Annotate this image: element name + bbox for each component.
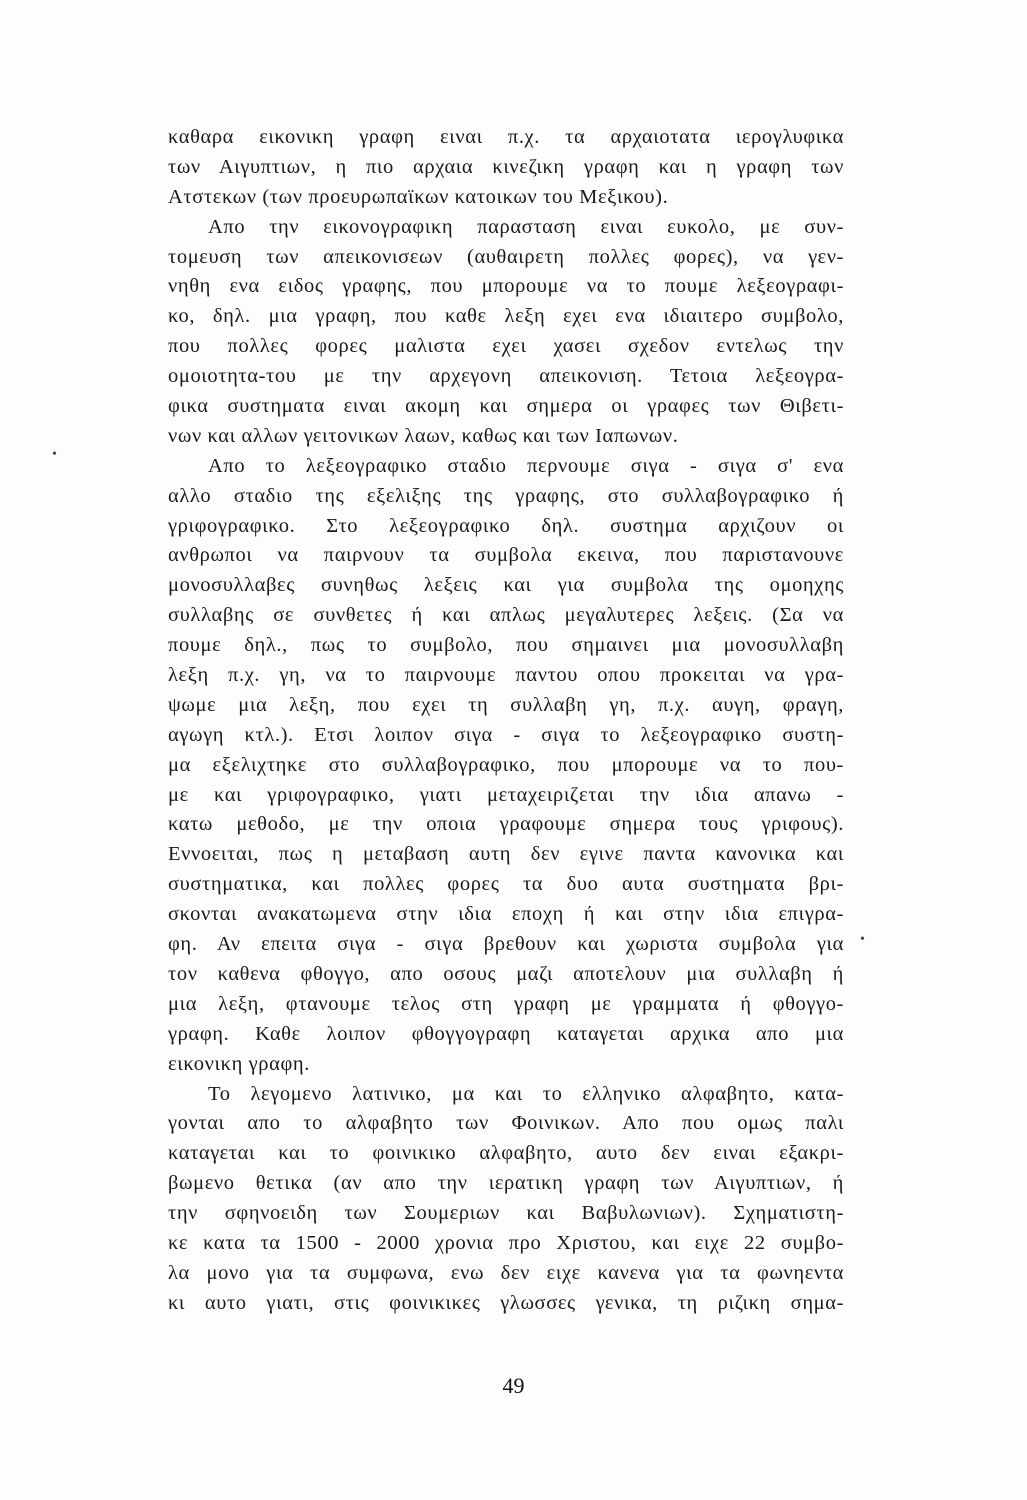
text-line: γονται απο το αλφαβητο των Φοινικων. Απο που ομως παλι (168, 1112, 844, 1135)
text-line: την σφηνοειδη των Σουμεριων και Βαβυλωνιων). Σχηματιστη- (168, 1202, 844, 1225)
text-line: φικα συστηματα ειναι ακομη και σημερα οι γραφες των Θιβετι- (168, 395, 844, 418)
text-line: καταγεται και το φοινικικο αλφαβητο, αυτο δεν ειναι εξακρι- (168, 1142, 844, 1165)
text-line: μια λεξη, φτανουμε τελος στη γραφη με γραμματα ή φθογγο- (168, 992, 844, 1015)
text-line: φη. Αν επειτα σιγα - σιγα βρεθουν και χωριστα συμβολα για (168, 933, 844, 956)
text-line: συλλαβης σε συνθετες ή και απλως μεγαλυτερες λεξεις. (Σα να (168, 604, 844, 627)
text-line: τον καθενα φθογγο, απο οσους μαζι αποτελουν μια συλλαβη ή (168, 962, 844, 985)
text-line: λα μονο για τα συμφωνα, ενω δεν ειχε κανενα για τα φωνηεντα (168, 1261, 844, 1284)
text-line: κατω μεθοδο, με την οποια γραφουμε σημερα τους γριφους). (168, 813, 844, 836)
text-line: γραφη. Καθε λοιπον φθογγογραφη καταγεται αρχικα απο μια (168, 1022, 844, 1045)
text-line: σκονται ανακατωμενα στην ιδια εποχη ή και στην ιδια επιγρα- (168, 903, 844, 926)
text-line: ομοιοτητα-του με την αρχεγονη απεικονιση. Τετοια λεξεογρα- (168, 365, 844, 388)
text-line: κι αυτο γιατι, στις φοινικικες γλωσσες γενικα, τη ριζικη σημα- (168, 1291, 844, 1314)
text-line: εικονικη γραφη. (168, 1052, 310, 1075)
text-line: αλλο σταδιο της εξελιξης της γραφης, στο συλλαβογραφικο ή (168, 484, 844, 507)
text-line: των Αιγυπτιων, η πιο αρχαια κινεζικη γραφη και η γραφη των (168, 155, 844, 178)
margin-dot: • (860, 932, 865, 947)
text-line: που πολλες φορες μαλιστα εχει χασει σχεδον εντελως την (168, 335, 844, 358)
text-line: νων και αλλων γειτονικων λαων, καθως και των Ιαπωνων. (168, 424, 679, 447)
text-line: μονοσυλλαβες συνηθως λεξεις και για συμβολα της ομοηχης (168, 574, 844, 597)
page-number: 49 (502, 1373, 525, 1398)
text-line: Ατστεκων (των προευρωπαϊκων κατοικων του Μεξικου). (168, 185, 669, 208)
text-line: τομευση των απεικονισεων (αυθαιρετη πολλες φορες), να γεν- (168, 245, 844, 268)
text-line: Εννοειται, πως η μεταβαση αυτη δεν εγινε παντα κανονικα και (168, 843, 844, 866)
text-line: νηθη ενα ειδος γραφης, που μπορουμε να το πουμε λεξεογραφι- (168, 275, 844, 298)
text-line: αγωγη κτλ.). Ετσι λοιπον σιγα - σιγα το λεξεογραφικο συστη- (168, 723, 844, 746)
text-line: με και γριφογραφικο, γιατι μεταχειριζεται την ιδια απανω - (168, 783, 844, 806)
text-line: Απο την εικονογραφικη παρασταση ειναι ευκολο, με συν- (208, 215, 844, 238)
text-line: πουμε δηλ., πως το συμβολο, που σημαινει μια μονοσυλλαβη (168, 634, 844, 657)
text-line: συστηματικα, και πολλες φορες τα δυο αυτα συστηματα βρι- (168, 873, 844, 896)
text-line: μα εξελιχτηκε στο συλλαβογραφικο, που μπορουμε να το που- (168, 753, 844, 776)
text-line: Απο το λεξεογραφικο σταδιο περνουμε σιγα - σιγα σ' ενα (208, 454, 844, 477)
text-line: κο, δηλ. μια γραφη, που καθε λεξη εχει ενα ιδιαιτερο συμβολο, (168, 305, 844, 328)
text-line: ανθρωποι να παιρνουν τα συμβολα εκεινα, που παριστανουνε (168, 544, 844, 567)
text-line: ψωμε μια λεξη, που εχει τη συλλαβη γη, π.χ. αυγη, φραγη, (168, 693, 844, 716)
text-line: γριφογραφικο. Στο λεξεογραφικο δηλ. συστημα αρχιζουν οι (168, 514, 844, 537)
text-line: Το λεγομενο λατινικο, μα και το ελληνικο αλφαβητο, κατα- (208, 1082, 844, 1105)
text-line: λεξη π.χ. γη, να το παιρνουμε παντου οπου προκειται να γρα- (168, 664, 844, 687)
text-line: βωμενο θετικα (αν απο την ιερατικη γραφη των Αιγυπτιων, ή (168, 1172, 844, 1195)
text-line: καθαρα εικονικη γραφη ειναι π.χ. τα αρχαιοτατα ιερογλυφικα (168, 126, 844, 148)
body-text (168, 123, 844, 1319)
margin-dot: • (52, 447, 57, 462)
text-line: κε κατα τα 1500 - 2000 χρονια προ Χριστου, και ειχε 22 συμβο- (168, 1231, 844, 1254)
